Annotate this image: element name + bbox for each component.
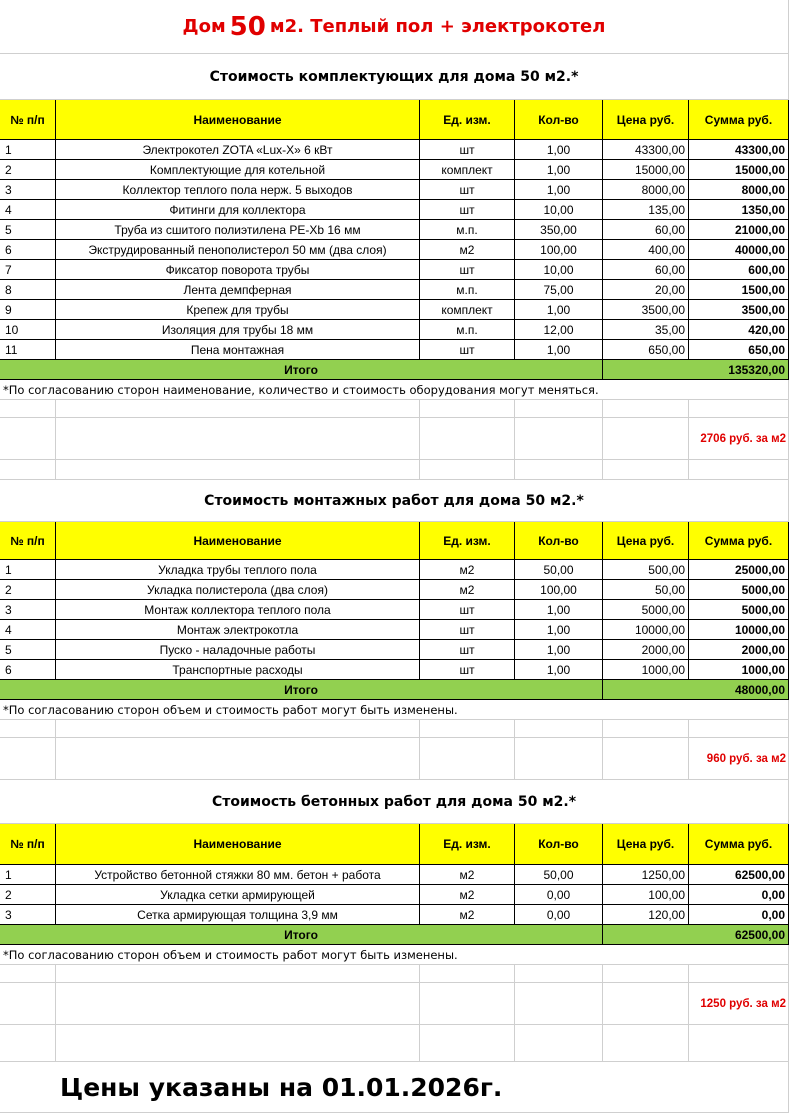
section-title: Стоимость комплектующих для дома 50 м2.* xyxy=(0,54,789,100)
column-header: № п/п xyxy=(0,824,56,865)
total-value: 62500,00 xyxy=(603,925,789,945)
table-row xyxy=(0,340,789,360)
empty-cell xyxy=(56,400,420,418)
table-cell: шт xyxy=(420,340,515,360)
table-cell: Сетка армирующая толщина 3,9 мм xyxy=(56,905,420,925)
table-cell: 10 xyxy=(0,320,56,340)
table-cell: 15000,00 xyxy=(689,160,789,180)
table-row xyxy=(0,640,789,660)
empty-cell xyxy=(603,400,689,418)
column-header: Цена руб. xyxy=(603,824,689,865)
table-row xyxy=(0,280,789,300)
column-header: № п/п xyxy=(0,522,56,560)
empty-cell xyxy=(420,983,515,1025)
table-cell: м2 xyxy=(420,885,515,905)
column-header: Кол-во xyxy=(515,522,603,560)
table-cell: м.п. xyxy=(420,280,515,300)
table-row xyxy=(0,885,789,905)
table-cell: Укладка полистерола (два слоя) xyxy=(56,580,420,600)
section-title-row xyxy=(0,54,789,100)
table-cell: 1250,00 xyxy=(603,865,689,885)
empty-cell xyxy=(515,418,603,460)
empty-cell xyxy=(515,400,603,418)
table-cell: 50,00 xyxy=(515,560,603,580)
column-header: Ед. изм. xyxy=(420,100,515,140)
total-value: 135320,00 xyxy=(603,360,789,380)
table-row xyxy=(0,140,789,160)
table-row xyxy=(0,260,789,280)
empty-cell xyxy=(603,418,689,460)
empty-cell xyxy=(56,720,420,738)
table-row xyxy=(0,160,789,180)
table-cell: Изоляция для трубы 18 мм xyxy=(56,320,420,340)
note-row xyxy=(0,945,789,965)
table-cell: шт xyxy=(420,640,515,660)
table-cell: 420,00 xyxy=(689,320,789,340)
table-cell: 3 xyxy=(0,600,56,620)
table-cell: 1,00 xyxy=(515,600,603,620)
empty-cell xyxy=(0,983,56,1025)
table-cell: 11 xyxy=(0,340,56,360)
empty-cell xyxy=(420,965,515,983)
column-header: Цена руб. xyxy=(603,522,689,560)
empty-cell xyxy=(56,418,420,460)
table-cell: 1,00 xyxy=(515,340,603,360)
column-header: Сумма руб. xyxy=(689,522,789,560)
page-title xyxy=(0,0,789,54)
table-cell: м2 xyxy=(420,560,515,580)
table-row xyxy=(0,220,789,240)
table-cell: 60,00 xyxy=(603,220,689,240)
table-cell: 9 xyxy=(0,300,56,320)
table-cell: 8 xyxy=(0,280,56,300)
table-cell: 6 xyxy=(0,240,56,260)
empty-cell xyxy=(515,983,603,1025)
empty-cell xyxy=(420,738,515,780)
table-cell: 1,00 xyxy=(515,140,603,160)
table-cell: 500,00 xyxy=(603,560,689,580)
table-cell: 120,00 xyxy=(603,905,689,925)
column-header: Наименование xyxy=(56,522,420,560)
table-cell: 50,00 xyxy=(603,580,689,600)
table-cell: 1,00 xyxy=(515,180,603,200)
empty-cell xyxy=(420,460,515,480)
table-cell: Монтаж коллектора теплого пола xyxy=(56,600,420,620)
table-cell: м2 xyxy=(420,240,515,260)
table-cell: 1,00 xyxy=(515,620,603,640)
table-row xyxy=(0,580,789,600)
table-cell: 40000,00 xyxy=(689,240,789,260)
empty-cell xyxy=(689,460,789,480)
table-header-row xyxy=(0,100,789,140)
table-row xyxy=(0,905,789,925)
prices-date-note: Цены указаны на 01.01.2026г. xyxy=(0,1062,789,1113)
table-cell: 75,00 xyxy=(515,280,603,300)
table-cell: м2 xyxy=(420,580,515,600)
table-cell: 650,00 xyxy=(603,340,689,360)
table-cell: комплект xyxy=(420,160,515,180)
empty-cell xyxy=(56,1025,420,1062)
table-cell: 4 xyxy=(0,200,56,220)
table-cell: 62500,00 xyxy=(689,865,789,885)
empty-cell xyxy=(0,400,56,418)
table-cell: шт xyxy=(420,660,515,680)
table-cell: 5 xyxy=(0,640,56,660)
table-cell: 100,00 xyxy=(603,885,689,905)
table-cell: 1,00 xyxy=(515,160,603,180)
per-m2-row xyxy=(0,418,789,460)
table-cell: 12,00 xyxy=(515,320,603,340)
table-cell: Коллектор теплого пола нерж. 5 выходов xyxy=(56,180,420,200)
empty-cell xyxy=(515,1025,603,1062)
empty-cell xyxy=(515,720,603,738)
empty-cell xyxy=(420,418,515,460)
table-cell: 43300,00 xyxy=(603,140,689,160)
column-header: Цена руб. xyxy=(603,100,689,140)
empty-cell xyxy=(0,1025,56,1062)
table-cell: 50,00 xyxy=(515,865,603,885)
table-cell: шт xyxy=(420,600,515,620)
empty-cell xyxy=(603,460,689,480)
table-cell: 0,00 xyxy=(689,885,789,905)
table-cell: Фитинги для коллектора xyxy=(56,200,420,220)
title-row xyxy=(0,0,789,54)
total-label: Итого xyxy=(0,925,603,945)
table-cell: 1,00 xyxy=(515,640,603,660)
table-row xyxy=(0,320,789,340)
column-header: Наименование xyxy=(56,824,420,865)
footnote: *По согласованию сторон объем и стоимость работ могут быть изменены. xyxy=(0,700,789,720)
table-cell: 35,00 xyxy=(603,320,689,340)
empty-cell xyxy=(603,720,689,738)
price-per-m2: 2706 руб. за м2 xyxy=(689,418,789,460)
column-header: Кол-во xyxy=(515,100,603,140)
table-row xyxy=(0,300,789,320)
price-per-m2: 1250 руб. за м2 xyxy=(689,983,789,1025)
empty-cell xyxy=(689,400,789,418)
empty-cell xyxy=(0,720,56,738)
column-header: Кол-во xyxy=(515,824,603,865)
table-header-row xyxy=(0,522,789,560)
empty-cell xyxy=(603,1025,689,1062)
table-cell: 1 xyxy=(0,560,56,580)
table-cell: 25000,00 xyxy=(689,560,789,580)
spacer-row xyxy=(0,720,789,738)
table-cell: 1,00 xyxy=(515,660,603,680)
table-cell: 1000,00 xyxy=(689,660,789,680)
table-cell: 6 xyxy=(0,660,56,680)
table-cell: 43300,00 xyxy=(689,140,789,160)
spacer-row xyxy=(0,965,789,983)
table-cell: 8000,00 xyxy=(603,180,689,200)
table-cell: 0,00 xyxy=(515,885,603,905)
table-cell: 1350,00 xyxy=(689,200,789,220)
table-cell: 0,00 xyxy=(515,905,603,925)
table-cell: Транспортные расходы xyxy=(56,660,420,680)
footnote: *По согласованию сторон наименование, количество и стоимость оборудования могут меняться. xyxy=(0,380,789,400)
empty-cell xyxy=(689,965,789,983)
empty-cell xyxy=(0,738,56,780)
note-row xyxy=(0,380,789,400)
column-header: № п/п xyxy=(0,100,56,140)
table-row xyxy=(0,620,789,640)
column-header: Ед. изм. xyxy=(420,522,515,560)
empty-cell xyxy=(56,460,420,480)
table-cell: Пена монтажная xyxy=(56,340,420,360)
table-cell: 3 xyxy=(0,905,56,925)
footer-row xyxy=(0,1062,789,1113)
total-row xyxy=(0,680,789,700)
table-cell: 2000,00 xyxy=(603,640,689,660)
table-cell: 1,00 xyxy=(515,300,603,320)
empty-cell xyxy=(603,738,689,780)
table-cell: Крепеж для трубы xyxy=(56,300,420,320)
table-cell: 2 xyxy=(0,580,56,600)
table-cell: 2 xyxy=(0,160,56,180)
empty-cell xyxy=(0,460,56,480)
per-m2-row xyxy=(0,983,789,1025)
table-cell: Укладка трубы теплого пола xyxy=(56,560,420,580)
table-cell: 3500,00 xyxy=(689,300,789,320)
table-cell: 7 xyxy=(0,260,56,280)
table-row xyxy=(0,180,789,200)
empty-cell xyxy=(689,720,789,738)
table-cell: Комплектующие для котельной xyxy=(56,160,420,180)
empty-cell xyxy=(420,400,515,418)
table-cell: м.п. xyxy=(420,220,515,240)
table-cell: Фиксатор поворота трубы xyxy=(56,260,420,280)
empty-cell xyxy=(689,1025,789,1062)
table-cell: 350,00 xyxy=(515,220,603,240)
table-cell: 3500,00 xyxy=(603,300,689,320)
table-header-row xyxy=(0,824,789,865)
empty-cell xyxy=(603,965,689,983)
table-cell: 2 xyxy=(0,885,56,905)
table-cell: 20,00 xyxy=(603,280,689,300)
empty-cell xyxy=(56,983,420,1025)
title-suffix: м2. Теплый пол + электрокотел xyxy=(269,16,606,37)
table-cell: Лента демпферная xyxy=(56,280,420,300)
table-cell: шт xyxy=(420,140,515,160)
table-cell: 4 xyxy=(0,620,56,640)
empty-cell xyxy=(56,965,420,983)
empty-cell xyxy=(515,460,603,480)
table-cell: м2 xyxy=(420,865,515,885)
table-cell: 1000,00 xyxy=(603,660,689,680)
column-header: Наименование xyxy=(56,100,420,140)
empty-cell xyxy=(515,738,603,780)
table-cell: 10,00 xyxy=(515,260,603,280)
table-cell: Укладка сетки армирующей xyxy=(56,885,420,905)
table-cell: 1 xyxy=(0,865,56,885)
total-row xyxy=(0,925,789,945)
table-cell: 2000,00 xyxy=(689,640,789,660)
table-cell: 100,00 xyxy=(515,580,603,600)
table-cell: 5 xyxy=(0,220,56,240)
table-cell: 1 xyxy=(0,140,56,160)
spacer-row xyxy=(0,400,789,418)
table-row xyxy=(0,200,789,220)
section-title: Стоимость монтажных работ для дома 50 м2.* xyxy=(0,480,789,522)
total-row xyxy=(0,360,789,380)
footnote: *По согласованию сторон объем и стоимость работ могут быть изменены. xyxy=(0,945,789,965)
empty-cell xyxy=(515,965,603,983)
total-label: Итого xyxy=(0,680,603,700)
table-cell: комплект xyxy=(420,300,515,320)
column-header: Сумма руб. xyxy=(689,100,789,140)
table-cell: 10000,00 xyxy=(689,620,789,640)
table-cell: 600,00 xyxy=(689,260,789,280)
total-value: 48000,00 xyxy=(603,680,789,700)
table-cell: Электрокотел ZOTA «Lux-X» 6 кВт xyxy=(56,140,420,160)
table-row xyxy=(0,600,789,620)
table-cell: 100,00 xyxy=(515,240,603,260)
column-header: Ед. изм. xyxy=(420,824,515,865)
spacer-row xyxy=(0,1025,789,1062)
total-label: Итого xyxy=(0,360,603,380)
table-row xyxy=(0,240,789,260)
table-cell: м2 xyxy=(420,905,515,925)
table-cell: 8000,00 xyxy=(689,180,789,200)
table-row xyxy=(0,865,789,885)
table-cell: 400,00 xyxy=(603,240,689,260)
price-per-m2: 960 руб. за м2 xyxy=(689,738,789,780)
table-cell: шт xyxy=(420,180,515,200)
note-row xyxy=(0,700,789,720)
table-cell: шт xyxy=(420,260,515,280)
section-title: Стоимость бетонных работ для дома 50 м2.* xyxy=(0,780,789,824)
title-prefix: Дом xyxy=(182,16,226,37)
table-cell: 135,00 xyxy=(603,200,689,220)
table-cell: м.п. xyxy=(420,320,515,340)
empty-cell xyxy=(0,418,56,460)
table-cell: 650,00 xyxy=(689,340,789,360)
table-cell: 21000,00 xyxy=(689,220,789,240)
table-cell: Устройство бетонной стяжки 80 мм. бетон + работа xyxy=(56,865,420,885)
table-cell: шт xyxy=(420,200,515,220)
table-cell: Монтаж электрокотла xyxy=(56,620,420,640)
table-cell: шт xyxy=(420,620,515,640)
table-cell: 5000,00 xyxy=(689,600,789,620)
empty-cell xyxy=(420,720,515,738)
table-cell: 15000,00 xyxy=(603,160,689,180)
table-cell: Экструдированный пенополистерол 50 мм (два слоя) xyxy=(56,240,420,260)
title-area-number: 50 xyxy=(229,11,266,42)
table-cell: 5000,00 xyxy=(689,580,789,600)
section-title-row xyxy=(0,780,789,824)
table-cell: 3 xyxy=(0,180,56,200)
empty-cell xyxy=(603,983,689,1025)
empty-cell xyxy=(420,1025,515,1062)
per-m2-row xyxy=(0,738,789,780)
section-title-row xyxy=(0,480,789,522)
table-row xyxy=(0,660,789,680)
table-cell: 10,00 xyxy=(515,200,603,220)
table-row xyxy=(0,560,789,580)
table-cell: Пуско - наладочные работы xyxy=(56,640,420,660)
empty-cell xyxy=(56,738,420,780)
table-cell: 60,00 xyxy=(603,260,689,280)
table-cell: 5000,00 xyxy=(603,600,689,620)
spacer-row xyxy=(0,460,789,480)
table-cell: 0,00 xyxy=(689,905,789,925)
table-cell: 1500,00 xyxy=(689,280,789,300)
column-header: Сумма руб. xyxy=(689,824,789,865)
table-cell: 10000,00 xyxy=(603,620,689,640)
table-cell: Труба из сшитого полиэтилена PE-Xb 16 мм xyxy=(56,220,420,240)
empty-cell xyxy=(0,965,56,983)
